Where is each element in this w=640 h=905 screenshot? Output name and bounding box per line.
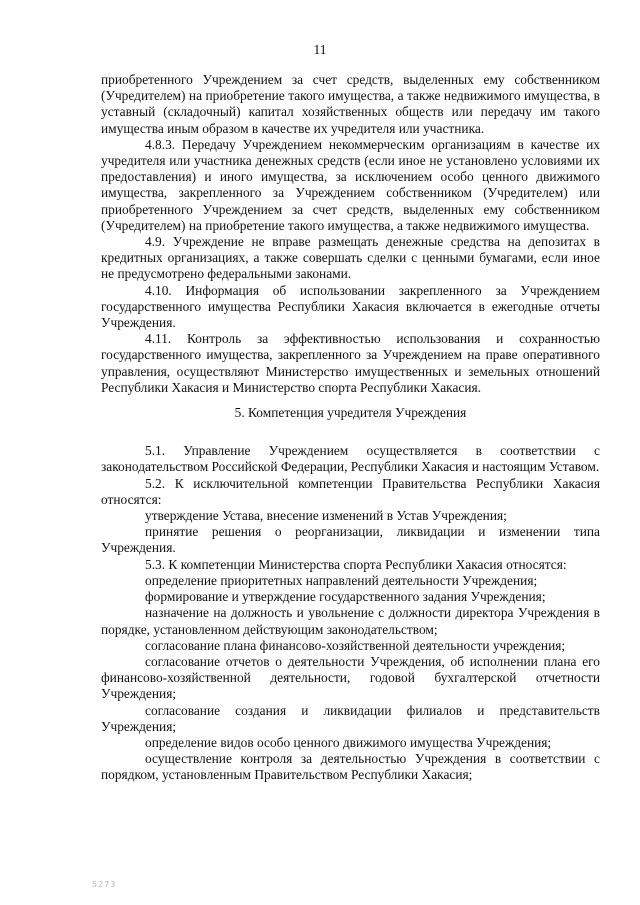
list-item: согласование отчетов о деятельности Учреждения, об исполнении плана его финансово-хозяйственной деятельности, годовой бухгалтерской отчетности Учреждения; xyxy=(101,653,600,702)
paragraph-5-2: 5.2. К исключительной компетенции Правительства Республики Хакасия относятся: xyxy=(101,475,600,507)
page-number: 11 xyxy=(313,42,327,57)
paragraph-4-11: 4.11. Контроль за эффективностью использования и сохранностью государственного имущества, закрепленного за Учреждением на праве оперативного управления, осуществляют Министерство имущественных и земельных отношений Республики Хакасия и Министерство спорта Республики Хакасия. xyxy=(101,331,600,395)
list-item: определение видов особо ценного движимого имущества Учреждения; xyxy=(145,734,552,750)
list-item: согласование создания и ликвидации филиалов и представительств Учреждения; xyxy=(101,702,600,734)
paragraph-5-3: 5.3. К компетенции Министерства спорта Республики Хакасия относятся: xyxy=(145,556,567,572)
footer-mark: 5273 xyxy=(92,880,117,889)
list-item: определение приоритетных направлений деятельности Учреждения; xyxy=(145,572,538,588)
paragraph-5-1: 5.1. Управление Учреждением осуществляется в соответствии с законодательством Российской Федерации, Республики Хакасия и настоящим Уставом. xyxy=(101,443,600,475)
list-item: назначение на должность и увольнение с должности директора Учреждения в порядке, установленном действующим законодательством; xyxy=(101,605,600,637)
paragraph-continuation: приобретенного Учреждением за счет средств, выделенных ему собственником (Учредителем) на приобретение такого имущества, а также недвижимого имущества, в уставный (складочный) капитал хозяйственных обществ или передачу им такого имущества иным образом в качестве их учредителя или участника. xyxy=(101,72,600,136)
document-body xyxy=(101,72,600,784)
list-item: принятие решения о реорганизации, ликвидации и изменении типа Учреждения. xyxy=(101,524,600,556)
section-heading: 5. Компетенция учредителя Учреждения xyxy=(234,405,467,421)
paragraph-4-8-3: 4.8.3. Передачу Учреждением некоммерческим организациям в качестве их учредителя или участника денежных средств (если иное не установлено условиями их предоставления) и иного имущества, за исключением особо ценного движимого имущества, закрепленного за Учреждением собственником (Учредителем) или приобретенного Учреждением за счет средств, выделенных ему собственником (Учредителем) на приобретение такого имущества, а также недвижимого имущества. xyxy=(101,136,600,233)
list-item: утверждение Устава, внесение изменений в Устав Учреждения; xyxy=(145,508,507,524)
list-item: осуществление контроля за деятельностью Учреждения в соответствии с порядком, установленным Правительством Республики Хакасия; xyxy=(101,751,600,783)
paragraph-4-9: 4.9. Учреждение не вправе размещать денежные средства на депозитах в кредитных организациях, а также совершать сделки с ценными бумагами, если иное не предусмотрено федеральными законами. xyxy=(101,234,600,282)
list-item: согласование плана финансово-хозяйственной деятельности учреждения; xyxy=(145,637,566,653)
list-item: формирование и утверждение государственного задания Учреждения; xyxy=(145,589,546,605)
paragraph-4-10: 4.10. Информация об использовании закрепленного за Учреждением государственного имущества Республики Хакасия включается в ежегодные отчеты Учреждения. xyxy=(101,282,600,331)
